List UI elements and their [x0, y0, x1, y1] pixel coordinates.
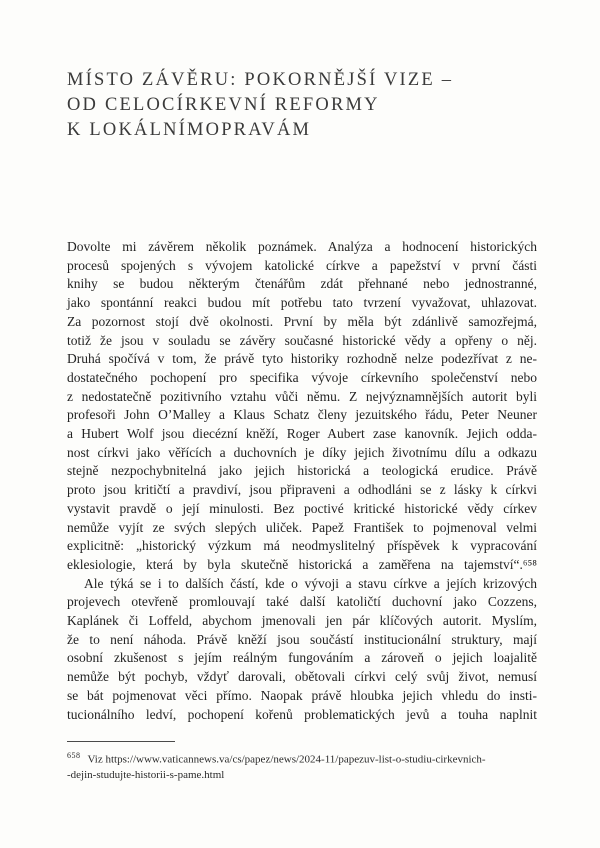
text-line: osobní zkušenost s jejím reálným fungováním a zároveň o jejich loajalitě — [67, 650, 537, 666]
text-line: se bát pojmenovat věci přímo. Naopak právě hloubka jejich vhledu do insti- — [67, 687, 537, 703]
text-line: MÍSTO ZÁVĚRU: POKORNĚJŠÍ VIZE – — [67, 70, 454, 90]
text-line: Ale týká se i to dalších částí, kde o vývoji a stavu církve a jejích krizových — [84, 575, 537, 591]
text-line: nost církvi jako věřících a duchovních je díky jejich životnímu dílu a odkazu — [67, 444, 537, 460]
footnote-text: Viz https://www.vaticannews.va/cs/papez/news/2024-11/papezuv-list-o-studiu-cirkevnich- — [87, 753, 486, 766]
text-line: a Hubert Wolf jsou diecézní kněží, Roger Aubert zase kanovník. Jejich odda- — [67, 426, 537, 442]
text-line: knihy se budou některým čtenářům zdát přehnané nebo jednostranné, — [67, 276, 537, 292]
paragraph-2 — [67, 575, 537, 725]
text-line: procesů spojených s vývojem katolické církve a papežství v první části — [67, 257, 537, 273]
text-line: Dovolte mi závěrem několik poznámek. Analýza a hodnocení historických — [67, 239, 537, 254]
footnote-marker: 658 — [67, 751, 81, 761]
text-line: jako spontánní reakci budou mít potřebu tato tvrzení vyvažovat, uhlazovat. — [67, 295, 537, 311]
text-line: stejně nezpochybnitelná jako jejich historická a teologická erudice. Právě — [67, 463, 537, 479]
footnote-line-2: -dejin-studujte-historii-s-pame.html — [67, 769, 225, 782]
text-line: profesoři John O’Malley a Klaus Schatz členy jezuitského řádu, Peter Neuner — [67, 407, 537, 423]
text-line: nemůže vyjít ze svých slepých uliček. Papež František to pojmenoval velmi — [67, 519, 537, 535]
body-text — [67, 238, 537, 724]
text-line: proto jsou kritičtí a pravdiví, jsou připraveni a odhodláni se z lásky k církvi — [67, 482, 537, 498]
text-line: eklesiologie, která by byla skutečně historická a zaměřena na tajemství“.⁶⁵⁸ — [67, 556, 537, 572]
text-line: Druhá spočívá v tom, že právě tyto historiky rozhodně nelze podezřívat z ne- — [67, 351, 537, 367]
text-line: dostatečného pochopení pro specifika vývoje církevního společenství nebo — [67, 369, 537, 385]
text-line: nemůže být pochyb, vždyť darovali, obětovali církvi celý svůj život, nemusí — [67, 669, 537, 685]
text-line: projevech otevřeně promlouvají také další katoličtí duchovní jako Cozzens, — [67, 594, 537, 610]
text-line: explicitně: „historický výzkum má neodmyslitelný příspěvek k vypracování — [67, 538, 537, 554]
text-line: totiž že jsou v souladu se závěry současné historické vědy a opřeny o něj. — [67, 332, 537, 348]
footnote-separator — [67, 741, 175, 742]
text-line: K LOKÁLNÍMOPRAVÁM — [67, 120, 312, 140]
text-line: že to není náhoda. Právě kněží jsou součástí institucionální struktury, mají — [67, 631, 537, 647]
paragraph-1 — [67, 238, 537, 575]
chapter-heading — [67, 68, 537, 143]
text-line: z nedostatečně pozitivního vztahu vůči němu. Z nejvýznamnějších autorit byli — [67, 388, 537, 404]
footnote — [67, 741, 537, 784]
text-line: OD CELOCÍRKEVNÍ REFORMY — [67, 95, 380, 115]
text-line: Kaplánek či Loffeld, abychom jmenovali jen pár klíčových autorit. Myslím, — [67, 613, 537, 629]
text-line: Za pozornost stojí dvě okolnosti. První by měla být zdánlivě samozřejmá, — [67, 313, 537, 329]
text-line: tucionálního ledví, pochopení kořenů problematických jevů a touha naplnit — [67, 706, 537, 722]
footnote-line-1 — [67, 748, 537, 768]
text-line: vystavit pravdě o její minulosti. Bez poctivé kritické historické vědy církev — [67, 500, 537, 516]
